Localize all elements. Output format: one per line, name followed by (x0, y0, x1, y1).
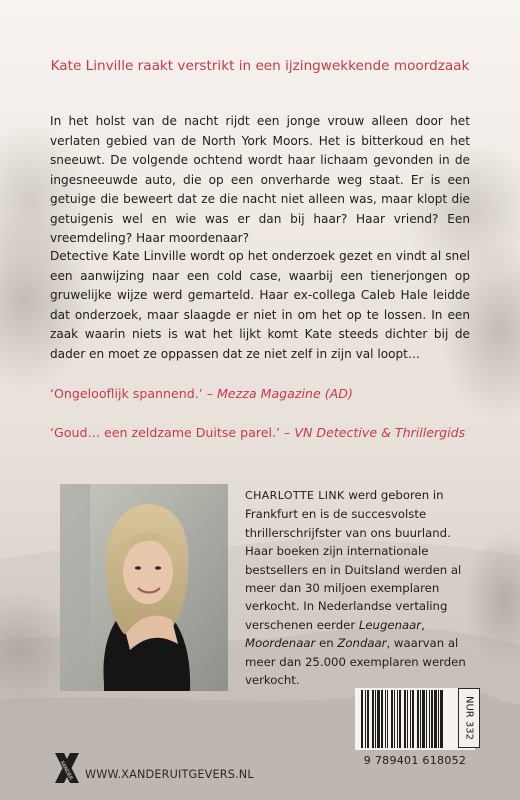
barcode-bar (372, 690, 374, 748)
synopsis-paragraph-2: Detective Kate Linville wordt op het onderzoek gezet en vindt al snel een aanwijzing naar een cold case, waarbij een tienerjongen op gruwelijke wijze werd gemarteld. Haar ex-collega Caleb Hale leidde dat onderzoek, maar slaagde er niet in om het op te lossen. In een zaak waarin niets is wat het lijkt komt Kate steeds dichter bij de dader en moet ze oppassen dat ze niet zelf in zijn val loopt… (50, 249, 470, 361)
xander-x-logo (52, 750, 82, 786)
barcode-bar (440, 690, 443, 748)
author-name: CHARLOTTE LINK (245, 489, 345, 502)
barcode-bar (417, 690, 419, 748)
quote-text: ‘Goud… een zeldzame Duitse parel.’ – (50, 425, 295, 440)
bio-separator-1: , (421, 617, 425, 632)
barcode-bar (365, 690, 366, 748)
barcode-bar (367, 690, 369, 748)
synopsis-paragraph-1: In het holst van de nacht rijdt een jonge vrouw alleen door het verlaten gebied van de North York Moors. Het is bitterkoud en het sneeuwt. De volgende ochtend wordt haar lichaam gevonden in de ingesneeuwde auto, die op een onverharde weg staat. Er is een getuige die beweert dat ze die nacht niet alleen was, maar klopt die getuigenis wel en wie was er dan bij haar? Haar vriend? Een vreemdeling? Haar moordenaar? (50, 114, 470, 245)
book-title-3: Zondaar (337, 636, 387, 651)
book-title-2: Moordenaar (245, 636, 316, 651)
quote-text: ‘Ongelooflijk spannend.’ – (50, 386, 218, 401)
barcode-bar (404, 690, 406, 748)
barcode-bar (410, 690, 411, 748)
book-title-1: Leugenaar (358, 617, 422, 632)
barcode-bar (397, 690, 398, 748)
review-quote-2 (50, 425, 490, 440)
publisher-url[interactable]: WWW.XANDERUITGEVERS.NL (85, 768, 254, 781)
author-photo (60, 484, 228, 691)
barcode-bar (394, 690, 395, 748)
nur-code-box (458, 688, 480, 748)
quote-source: VN Detective & Thrillergids (294, 425, 466, 440)
bio-text-2: , waarvan al meer dan 25.000 exemplaren werden verkocht. (245, 636, 466, 688)
isbn-number: 9 789401 618052 (363, 754, 467, 767)
bio-separator-2: en (315, 636, 338, 651)
barcode-bar (426, 690, 427, 748)
tagline: Kate Linville raakt verstrikt in een ijzingwekkende moordzaak (50, 58, 470, 74)
author-bio (245, 486, 473, 689)
barcode-bar (431, 690, 433, 748)
barcode-bar (377, 690, 380, 748)
barcode-bar (407, 690, 408, 748)
barcode-bar (399, 690, 401, 748)
barcode-bar (391, 690, 393, 748)
barcode-bar (385, 690, 386, 748)
logo-wordmark: XANDER (58, 759, 74, 782)
bio-text-1: werd geboren in Frankfurt en is de succesvolste thrillerschrijfster van ons buurland. Haar boeken zijn internationale bestsellers en in Duitsland werden al meer dan 30 miljoen exemplaren verkocht. In Nederlandse vertaling verschenen eerder (245, 488, 462, 632)
nur-code: NUR 332 (463, 695, 475, 741)
barcode-bar (429, 690, 430, 748)
barcode-bar (412, 690, 414, 748)
barcode-bar (361, 690, 363, 748)
barcode-bar (387, 690, 388, 748)
barcode-bar (438, 690, 439, 748)
review-quote-1 (50, 386, 490, 401)
barcode-bar (422, 690, 425, 748)
barcode-bar (420, 690, 421, 748)
barcode-bar (434, 690, 437, 748)
barcode-bar (381, 690, 383, 748)
barcode-bar (375, 690, 376, 748)
quote-source: Mezza Magazine (AD) (217, 386, 353, 401)
barcode (355, 688, 475, 750)
